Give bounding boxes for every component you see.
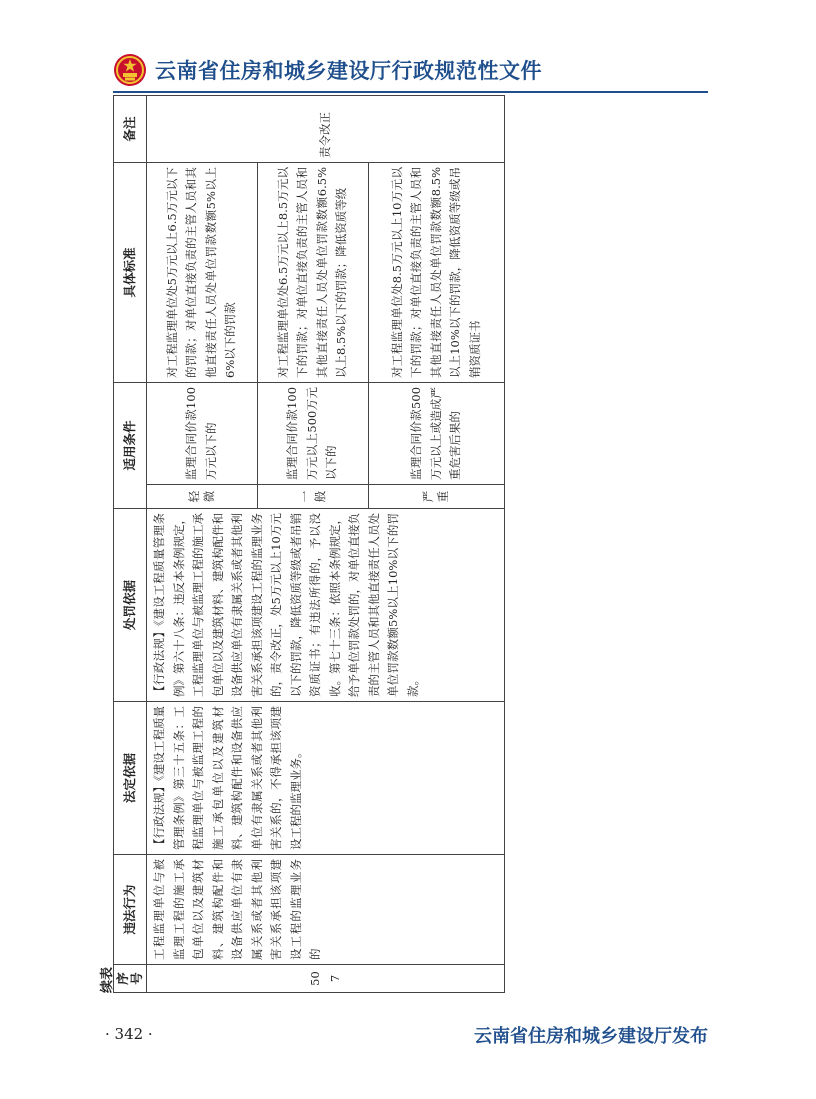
cell-legal-basis: 【行政法规】《建设工程质量管理条例》第三十五条：工程监理单位与被监理工程的施工承包单位以及建筑材料、建筑构配件和设备供应单位有隶属关系或者其他利害关系的，不得承担该项建设工程的监理业务。 <box>147 702 505 855</box>
header-penalty-basis: 处罚依据 <box>114 509 147 702</box>
continuation-label: 续表 <box>100 966 115 993</box>
header-legal-basis: 法定依据 <box>114 702 147 855</box>
page-number: · 342 · <box>105 1025 153 1043</box>
header-seq: 序号 <box>114 965 147 993</box>
table-row <box>147 95 258 992</box>
footer-publisher: 云南省住房和城乡建设厅发布 <box>474 1026 708 1047</box>
header-rule <box>113 91 708 93</box>
header-conditions: 适用条件 <box>114 382 147 508</box>
cell-level: 严重 <box>368 485 504 509</box>
cell-condition: 监理合同价款100万元以下的 <box>147 382 258 484</box>
penalty-standard-table <box>113 95 505 993</box>
cell-standard: 对工程监理单位处8.5万元以上10万元以下的罚款；对单位直接负责的主管人员和其他直接责任人员处单位罚款数额8.5%以上10%以下的罚款，降低资质等级或吊销资质证书 <box>368 162 504 382</box>
national-emblem-icon <box>113 53 147 87</box>
cell-level: 轻微 <box>147 485 258 509</box>
cell-violation: 工程监理单位与被监理工程的施工承包单位以及建筑材料、建筑构配件和设备供应单位有隶属关系或者其他利害关系承担该项建设工程的监理业务的 <box>147 855 505 965</box>
header-standards: 具体标准 <box>114 162 147 382</box>
cell-standard: 对工程监理单位处5万元以上6.5万元以下的罚款；对单位直接负责的主管人员和其他直接责任人员处单位罚款数额5%以上6%以下的罚款 <box>147 162 258 382</box>
cell-remarks <box>147 95 505 162</box>
cell-standard: 对工程监理单位处6.5万元以上8.5万元以下的罚款；对单位直接负责的主管人员和其他直接责任人员处单位罚款数额6.5%以上8.5%以下的罚款；降低资质等级 <box>257 162 368 382</box>
cell-seq: 507 <box>147 965 505 993</box>
cell-condition: 监理合同价款100万元以上500万元以下的 <box>257 382 368 484</box>
cell-penalty-basis: 【行政法规】《建设工程质量管理条例》第六十八条：违反本条例规定，工程监理单位与被监理工程的施工承包单位以及建筑材料、建筑构配件和设备供应单位有隶属关系或者其他利害关系承担该项建设工程的监理业务的，责令改正，处5万元以上10万元以下的罚款，降低资质等级或者吊销资质证书；有违法所得的，予以没收。第七十三条：依照本条例规定，给予单位罚款处罚的，对单位直接负责的主管人员和其他直接责任人员处单位罚款数额5%以上10%以下的罚款。 <box>147 509 505 702</box>
header-remarks: 备注 <box>114 95 147 162</box>
cell-level: 一般 <box>257 485 368 509</box>
rotated-table-container <box>100 96 505 993</box>
remarks-text: 责令改正 <box>317 111 332 158</box>
header-violation: 违法行为 <box>114 855 147 965</box>
cell-condition: 监理合同价款500万元以上或造成严重危害后果的 <box>368 382 504 484</box>
header-title: 云南省住房和城乡建设厅行政规范性文件 <box>155 59 542 83</box>
table-header-row <box>114 95 147 992</box>
